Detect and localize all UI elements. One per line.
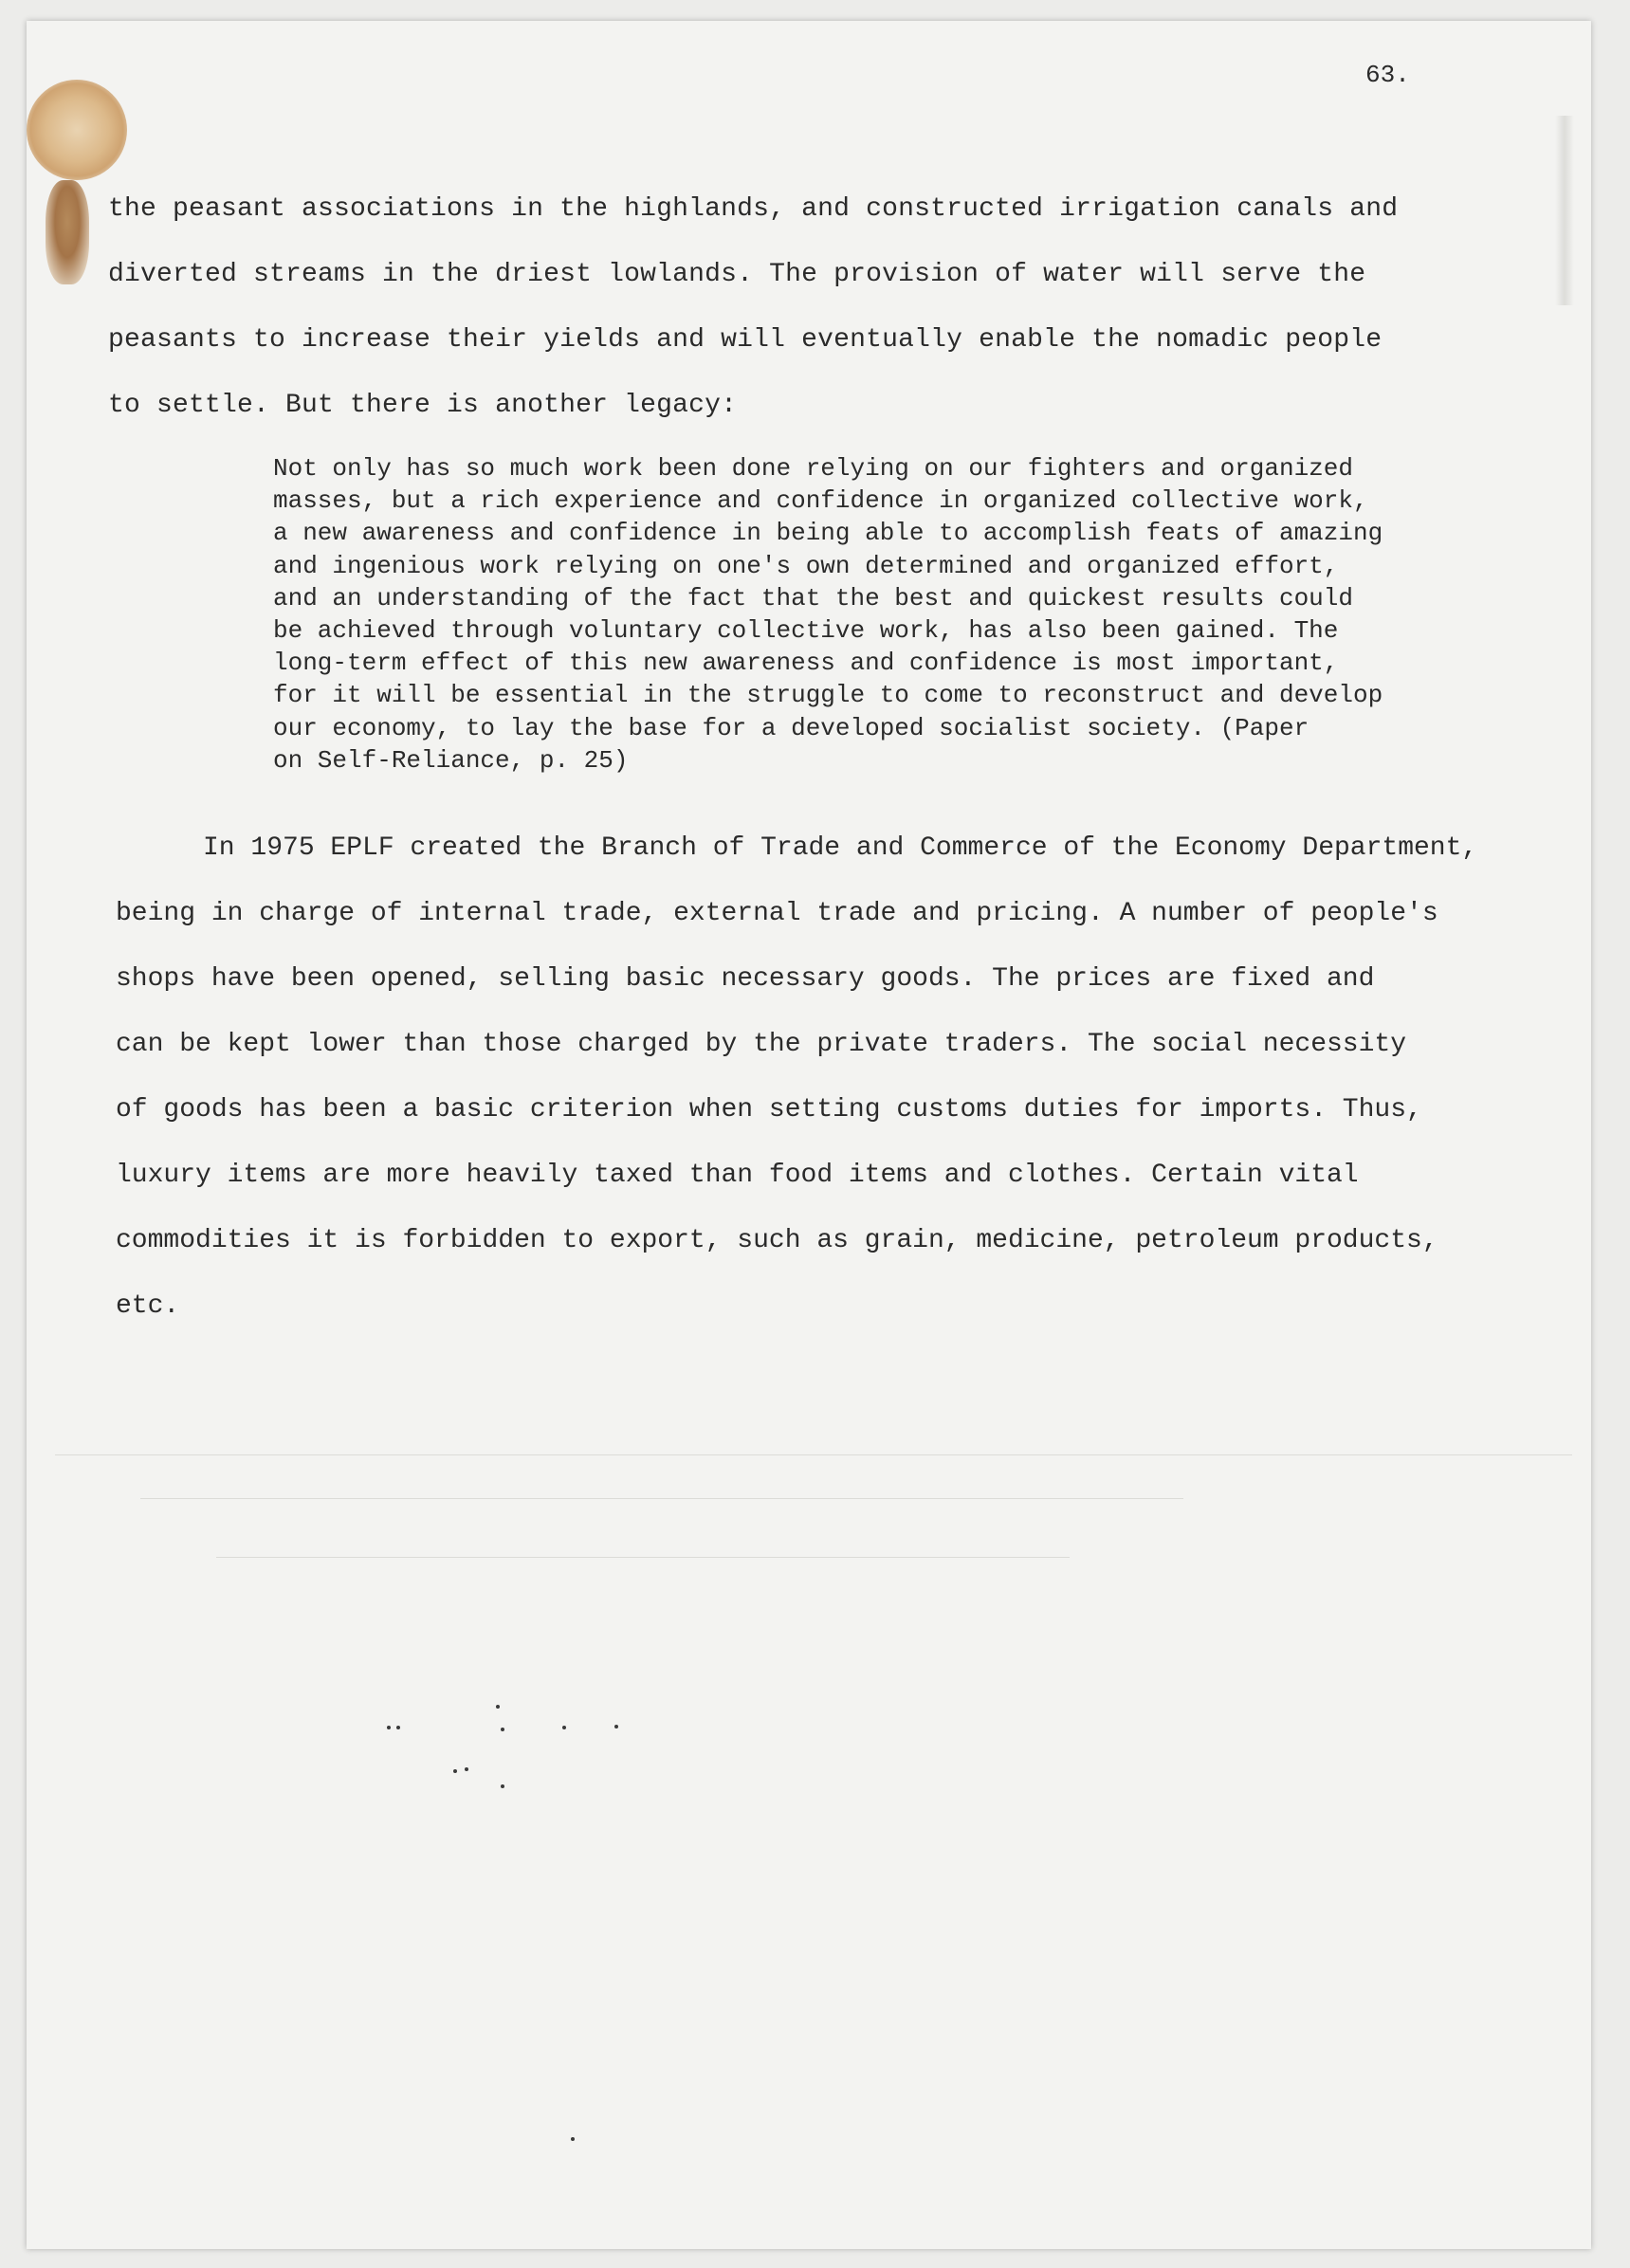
paragraph-1 xyxy=(108,193,1455,455)
quote-line: on Self-Reliance, p. 25) xyxy=(273,745,629,775)
block-quote xyxy=(273,453,1525,777)
speck xyxy=(496,1705,500,1709)
faint-scan-line xyxy=(216,1557,1070,1558)
quote-line: our economy, to lay the base for a developed socialist society. (Paper xyxy=(273,713,1309,742)
speck xyxy=(387,1726,391,1729)
paragraph-line: commodities it is forbidden to export, such as grain, medicine, petroleum products, xyxy=(116,1226,1438,1255)
paragraph-line: can be kept lower than those charged by the private traders. The social necessity xyxy=(116,1030,1407,1059)
page-number: 63. xyxy=(1365,61,1410,89)
paragraph-line: diverted streams in the driest lowlands. The provision of water will serve the xyxy=(108,260,1366,289)
speck xyxy=(396,1726,400,1729)
quote-line: be achieved through voluntary collective work, has also been gained. The xyxy=(273,615,1339,645)
speck xyxy=(453,1769,457,1773)
paragraph-line: to settle. But there is another legacy: xyxy=(108,391,738,420)
speck xyxy=(614,1725,618,1728)
faint-scan-line xyxy=(140,1498,1183,1499)
rust-stain xyxy=(46,180,89,284)
speck xyxy=(465,1767,468,1771)
quote-line: for it will be essential in the struggle to come to reconstruct and develop xyxy=(273,681,1383,710)
quote-line: a new awareness and confidence in being able to accomplish feats of amazing xyxy=(273,519,1383,548)
paragraph-line: shops have been opened, selling basic necessary goods. The prices are fixed and xyxy=(116,964,1375,994)
paragraph-line: peasants to increase their yields and will eventually enable the nomadic people xyxy=(108,325,1383,355)
speck xyxy=(562,1726,566,1729)
speck xyxy=(501,1784,504,1788)
paragraph-line: etc. xyxy=(116,1291,180,1321)
faint-scan-line xyxy=(55,1454,1572,1455)
paragraph-line: the peasant associations in the highlands, and constructed irrigation canals and xyxy=(108,194,1399,224)
paragraph-line: luxury items are more heavily taxed than food items and clothes. Certain vital xyxy=(116,1161,1359,1190)
quote-line: Not only has so much work been done relying on our fighters and organized xyxy=(273,454,1353,483)
paragraph-line: being in charge of internal trade, external trade and pricing. A number of people's xyxy=(116,899,1438,928)
paragraph-line: In 1975 EPLF created the Branch of Trade and Commerce of the Economy Department, xyxy=(203,833,1478,863)
paper-edge-shadow xyxy=(1555,116,1574,305)
paragraph-line: of goods has been a basic criterion when setting customs duties for imports. Thus, xyxy=(116,1095,1422,1125)
quote-line: long-term effect of this new awareness and confidence is most important, xyxy=(273,649,1339,678)
document-page xyxy=(27,21,1591,2249)
paragraph-2 xyxy=(116,832,1491,1356)
water-stain xyxy=(27,80,127,180)
quote-line: and ingenious work relying on one's own determined and organized effort, xyxy=(273,551,1339,580)
speck xyxy=(501,1728,504,1731)
quote-line: masses, but a rich experience and confidence in organized collective work, xyxy=(273,486,1368,516)
speck xyxy=(571,2137,575,2141)
quote-line: and an understanding of the fact that the best and quickest results could xyxy=(273,583,1353,613)
